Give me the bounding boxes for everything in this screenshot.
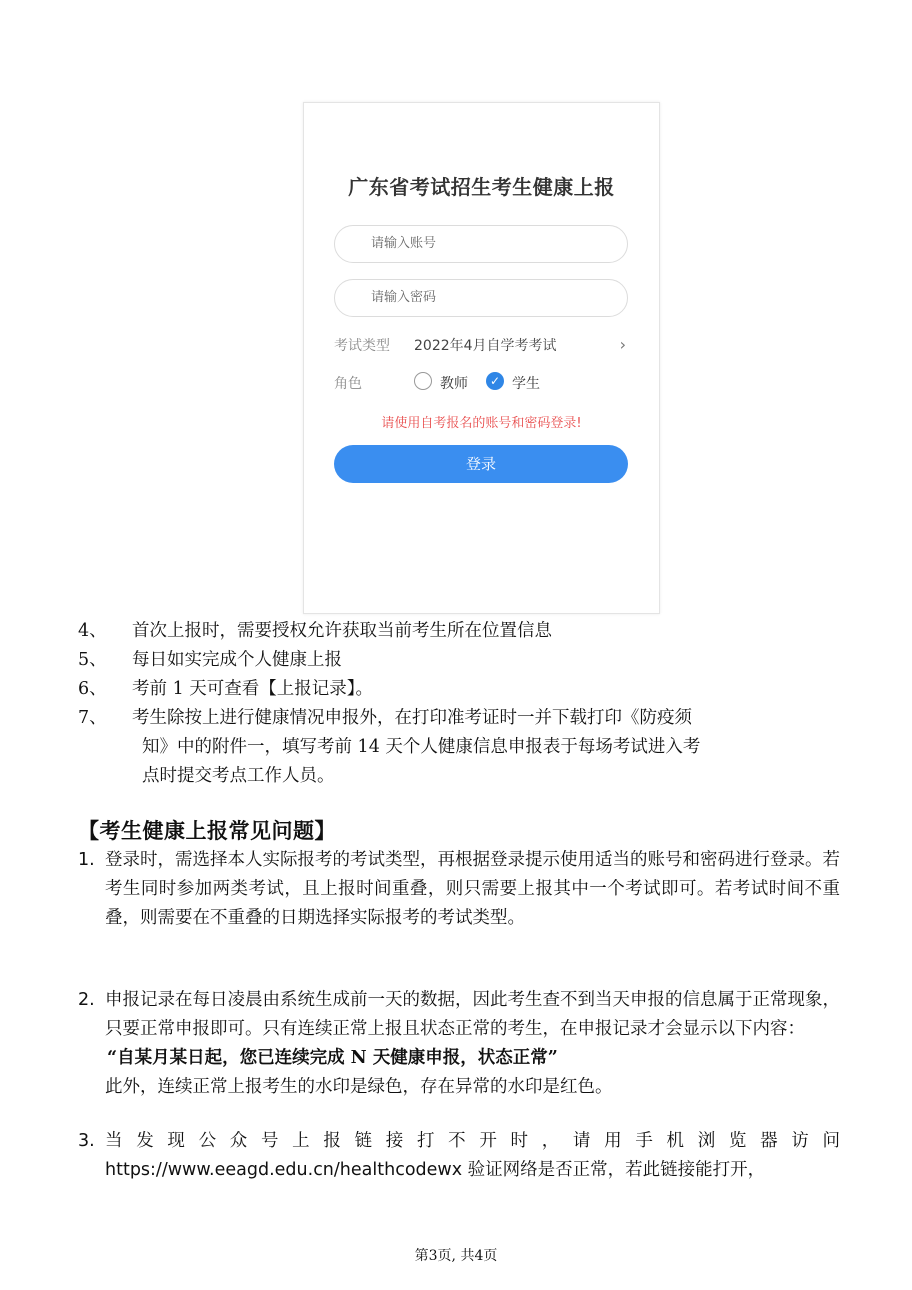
step-text-line: 考生除按上进行健康情况申报外，在打印准考证时一并下载打印《防疫须 bbox=[132, 708, 692, 728]
faq-quote: “自某月某日起，您已连续完成 N 天健康申报，状态正常” bbox=[107, 1048, 558, 1068]
role-option-student[interactable]: 学生 bbox=[512, 376, 540, 392]
step-text bbox=[132, 704, 836, 791]
faq-text: 当发现公众号上报链接打不开时，请用手机浏览器访问 https://www.eeagd.edu.cn/healthcodewx 验证网络是否正常，若此链接能打开， bbox=[105, 1131, 840, 1180]
radio-student-checked-icon[interactable]: ✓ bbox=[486, 372, 504, 390]
step-text-line: 点时提交考点工作人员。 bbox=[142, 766, 335, 786]
account-input[interactable]: 请输入账号 bbox=[334, 225, 628, 263]
login-screenshot bbox=[303, 102, 660, 614]
faq-text-after: 此外，连续正常上报考生的水印是绿色，存在异常的水印是红色。 bbox=[105, 1077, 613, 1097]
step-number: 6、 bbox=[78, 679, 107, 699]
faq-number: 3. bbox=[78, 1131, 95, 1151]
login-title: 广东省考试招生考生健康上报 bbox=[348, 175, 615, 199]
login-button[interactable]: 登录 bbox=[334, 445, 628, 483]
faq-body bbox=[105, 986, 840, 1102]
page-footer: 第3页, 共4页 bbox=[414, 1248, 498, 1264]
exam-type-label: 考试类型 bbox=[334, 338, 390, 354]
step-number: 4、 bbox=[78, 621, 107, 641]
faq-text: 登录时，需选择本人实际报考的考试类型，再根据登录提示使用适当的账号和密码进行登录。若考生同时参加两类考试，且上报时间重叠，则只需要上报其中一个考试即可。若考试时间不重叠，则需要在不重叠的日期选择实际报考的考试类型。 bbox=[105, 850, 840, 928]
step-number: 5、 bbox=[78, 650, 107, 670]
step-text: 首次上报时，需要授权允许获取当前考生所在位置信息 bbox=[132, 621, 552, 641]
password-input[interactable]: 请输入密码 bbox=[334, 279, 628, 317]
faq-number: 2. bbox=[78, 990, 95, 1010]
role-label: 角色 bbox=[334, 376, 362, 392]
login-warning: 请使用自考报名的账号和密码登录! bbox=[381, 416, 582, 431]
step-text: 每日如实完成个人健康上报 bbox=[132, 650, 342, 670]
step-number: 7、 bbox=[78, 708, 107, 728]
radio-teacher[interactable] bbox=[414, 372, 432, 390]
role-option-teacher[interactable]: 教师 bbox=[440, 376, 468, 392]
exam-type-value: 2022年4月自学考考试 bbox=[414, 338, 557, 354]
step-text: 考前 1 天可查看【上报记录】。 bbox=[132, 679, 374, 699]
chevron-right-icon: › bbox=[619, 335, 626, 354]
role-selector bbox=[334, 373, 628, 393]
faq-number: 1. bbox=[78, 850, 95, 870]
faq-heading: 【考生健康上报常见问题】 bbox=[78, 818, 336, 843]
exam-type-selector[interactable] bbox=[334, 335, 628, 355]
faq-text: 申报记录在每日凌晨由系统生成前一天的数据，因此考生查不到当天申报的信息属于正常现象，只要正常申报即可。只有连续正常上报且状态正常的考生，在申报记录才会显示以下内容： bbox=[105, 990, 840, 1039]
step-text-line: 知》中的附件一，填写考前 14 天个人健康信息申报表于每场考试进入考 bbox=[142, 737, 701, 757]
